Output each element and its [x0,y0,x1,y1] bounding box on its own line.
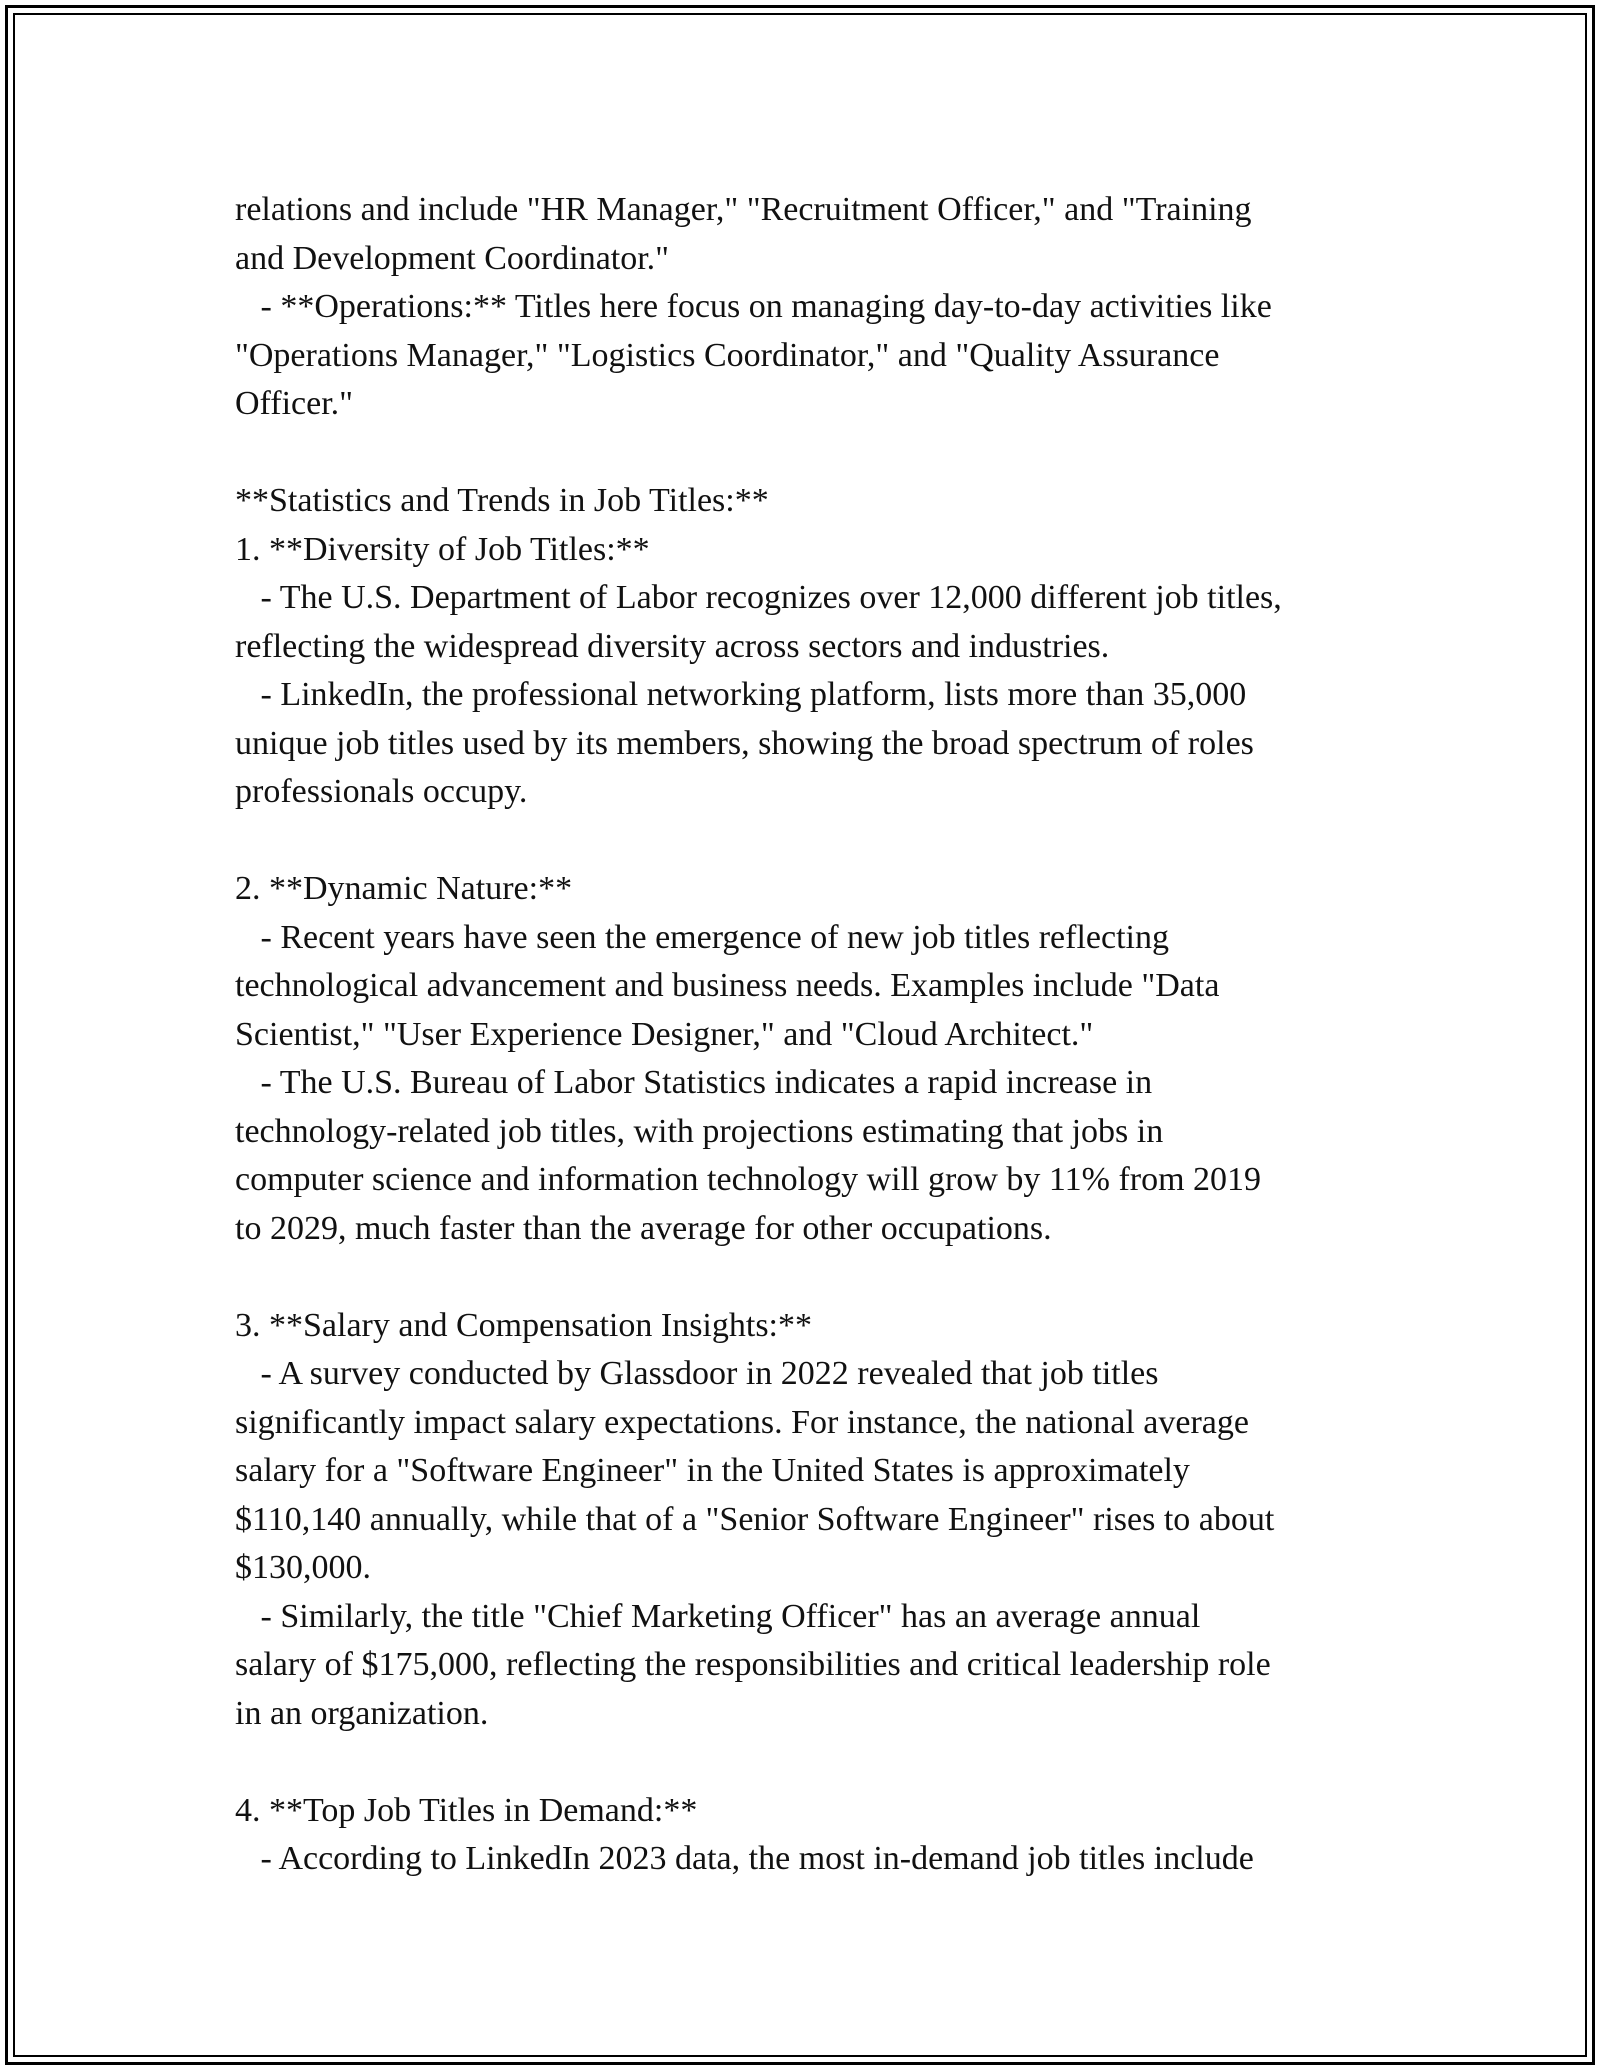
text-line: and Development Coordinator." [235,239,670,277]
text-line: - A survey conducted by Glassdoor in 2022 revealed that job titles [235,1355,1159,1392]
list-heading: 2. **Dynamic Nature:** [235,870,573,907]
text-line: $110,140 annually, while that of a "Senior Software Engineer" rises to about [235,1500,1275,1538]
text-line: professionals occupy. [235,773,528,810]
paragraph-spacer [235,817,1385,866]
text-line: in an organization. [235,1694,489,1732]
text-line: relations and include "HR Manager," "Recruitment Officer," and "Training [235,191,1252,228]
section-heading: **Statistics and Trends in Job Titles:** [235,482,769,519]
text-line: - **Operations:** Titles here focus on managing day-to-day activities like [235,288,1272,325]
text-line: salary of $175,000, reflecting the responsibilities and critical leadership role [235,1646,1271,1683]
text-line: $130,000. [235,1549,371,1586]
text-line: - The U.S. Bureau of Labor Statistics indicates a rapid increase in [235,1064,1153,1101]
paragraph-spacer [235,429,1385,478]
text-line: reflecting the widespread diversity across sectors and industries. [235,627,1110,665]
document-body [235,186,1385,1884]
text-line: - Recent years have seen the emergence of new job titles reflecting [235,918,1169,956]
text-line: Scientist," "User Experience Designer," and "Cloud Architect." [235,1015,1094,1053]
text-line: "Operations Manager," "Logistics Coordinator," and "Quality Assurance [235,336,1220,374]
list-heading: 4. **Top Job Titles in Demand:** [235,1791,698,1829]
paragraph-spacer [235,1738,1385,1787]
text-line: salary for a "Software Engineer" in the United States is approximately [235,1452,1190,1489]
text-line: to 2029, much faster than the average for other occupations. [235,1209,1052,1247]
text-line: - The U.S. Department of Labor recognizes over 12,000 different job titles, [235,579,1282,616]
list-heading: 3. **Salary and Compensation Insights:** [235,1306,813,1344]
paragraph-spacer [235,1253,1385,1302]
text-line: technological advancement and business needs. Examples include "Data [235,967,1220,1004]
text-line: - According to LinkedIn 2023 data, the most in-demand job titles include [235,1840,1254,1877]
text-line: computer science and information technology will grow by 11% from 2019 [235,1161,1262,1198]
text-line: - LinkedIn, the professional networking platform, lists more than 35,000 [235,676,1247,713]
text-line: Officer." [235,385,354,422]
list-heading: 1. **Diversity of Job Titles:** [235,530,650,568]
text-line: unique job titles used by its members, showing the broad spectrum of roles [235,724,1254,762]
text-line: - Similarly, the title "Chief Marketing Officer" has an average annual [235,1597,1201,1635]
text-line: technology-related job titles, with projections estimating that jobs in [235,1112,1164,1150]
text-line: significantly impact salary expectations. For instance, the national average [235,1403,1249,1441]
